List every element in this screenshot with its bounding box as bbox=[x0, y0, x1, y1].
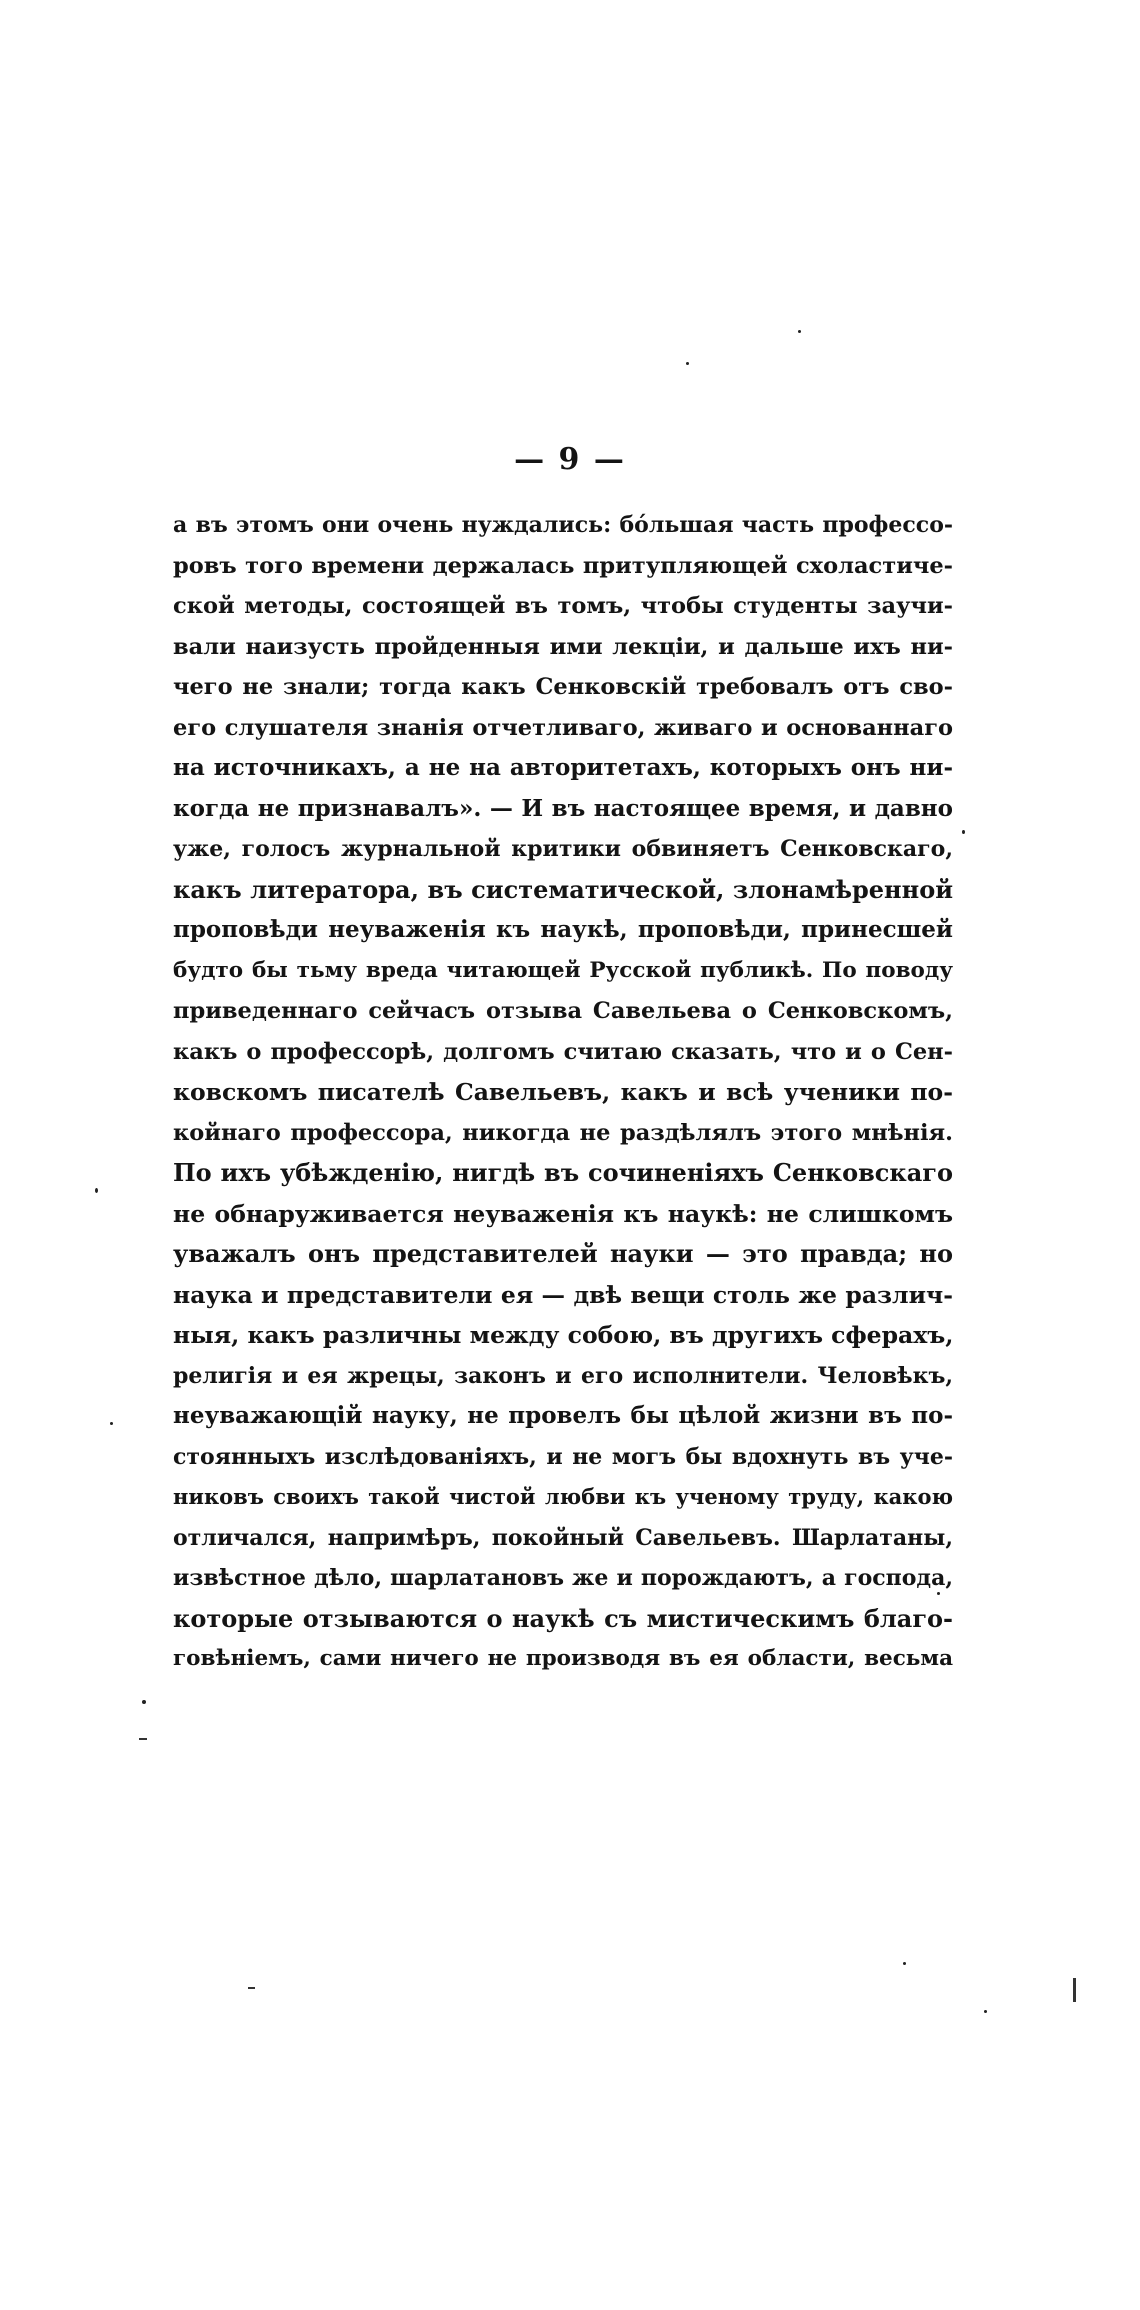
text-line: будто бы тьму вреда читающей Русской публикѣ. По поводу bbox=[173, 957, 953, 983]
scan-mark bbox=[1073, 1978, 1076, 2002]
text-line: ровъ того времени держалась притупляющей схоластиче- bbox=[173, 552, 953, 579]
scan-mark bbox=[248, 1987, 255, 1989]
text-line: никовъ своихъ такой чистой любви къ ученому труду, какою bbox=[173, 1484, 953, 1509]
text-line: приведеннаго сейчасъ отзыва Савельева о Сенковскомъ, bbox=[173, 998, 953, 1024]
text-line: его слушателя знанія отчетливаго, живаго и основаннаго bbox=[173, 714, 953, 741]
text-line: стоянныхъ изслѣдованіяхъ, и не могъ бы вдохнуть въ уче- bbox=[173, 1443, 953, 1470]
scan-speck bbox=[962, 830, 965, 834]
scan-speck bbox=[798, 330, 801, 333]
text-line: ныя, какъ различны между собою, въ другихъ сферахъ, bbox=[173, 1321, 954, 1349]
text-line: на источникахъ, а не на авторитетахъ, которыхъ онъ ни- bbox=[173, 754, 953, 781]
text-line: По ихъ убѣжденію, нигдѣ въ сочиненіяхъ Сенковскаго bbox=[173, 1158, 953, 1187]
text-line: извѣстное дѣло, шарлатановъ же и порождаютъ, а господа, bbox=[173, 1565, 953, 1591]
text-line: не обнаруживается неуваженія къ наукѣ: не слишкомъ bbox=[173, 1199, 953, 1228]
text-line: когда не признавалъ». — И въ настоящее время, и давно bbox=[173, 794, 953, 822]
text-line: какъ литератора, въ систематической, злонамѣренной bbox=[173, 874, 953, 904]
text-line: ковскомъ писателѣ Савельевъ, какъ и всѣ ученики по- bbox=[173, 1078, 953, 1106]
text-line: уже, голосъ журнальной критики обвиняетъ Сенковскаго, bbox=[173, 836, 953, 862]
scan-mark bbox=[139, 1738, 147, 1740]
text-line: проповѣди неуваженія къ наукѣ, проповѣди, принесшей bbox=[173, 916, 953, 943]
text-line: неуважающій науку, не провелъ бы цѣлой жизни въ по- bbox=[173, 1402, 953, 1429]
text-line: ской методы, состоящей въ томъ, чтобы студенты заучи- bbox=[173, 593, 953, 619]
scan-speck bbox=[110, 1422, 113, 1425]
text-line: койнаго профессора, никогда не раздѣлялъ этого мнѣнія. bbox=[173, 1119, 953, 1146]
text-line: которые отзываются о наукѣ съ мистическимъ благо- bbox=[173, 1603, 953, 1633]
scan-speck bbox=[142, 1700, 146, 1704]
scan-speck bbox=[903, 1962, 906, 1965]
text-line: вали наизусть пройденныя ими лекціи, и дальше ихъ ни- bbox=[173, 633, 953, 660]
text-line: уважалъ онъ представителей науки — это правда; но bbox=[173, 1239, 953, 1268]
text-line: чего не знали; тогда какъ Сенковскій требовалъ отъ сво- bbox=[173, 674, 953, 700]
text-line: наука и представители ея — двѣ вещи столь же различ- bbox=[173, 1280, 953, 1309]
text-line: религія и ея жрецы, законъ и его исполнители. Человѣкъ, bbox=[173, 1362, 953, 1389]
page-number: — 9 — bbox=[514, 442, 626, 477]
body-text bbox=[173, 505, 953, 1680]
scan-speck bbox=[95, 1188, 98, 1193]
scan-speck bbox=[937, 1592, 940, 1595]
text-line: отличался, напримѣръ, покойный Савельевъ. Шарлатаны, bbox=[173, 1524, 953, 1551]
text-line: говѣніемъ, сами ничего не производя въ ея области, весьма bbox=[173, 1646, 953, 1671]
scan-speck bbox=[984, 2010, 987, 2013]
text-line: какъ о профессорѣ, долгомъ считаю сказать, что и о Сен- bbox=[173, 1038, 953, 1065]
scan-speck bbox=[686, 362, 689, 365]
text-line: а въ этомъ они очень нуждались: бо́льшая часть профессо- bbox=[173, 512, 953, 538]
